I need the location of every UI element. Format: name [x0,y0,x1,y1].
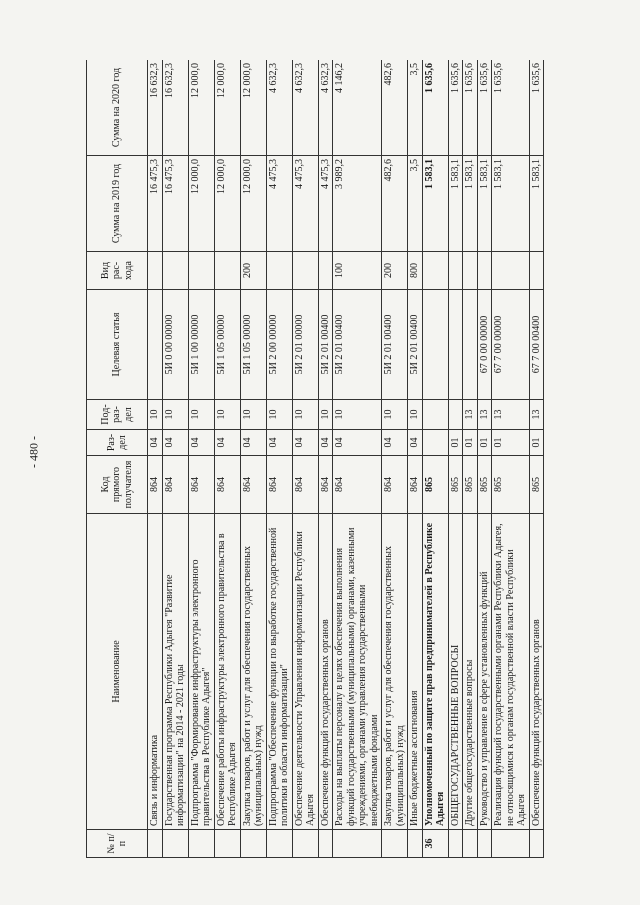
header-name: Наименование [87,514,148,830]
cell-expense-type [477,252,492,290]
cell-expense-type: 100 [333,252,382,290]
cell-sum-2019: 12 000,0 [188,156,214,252]
table-row [448,60,463,858]
cell-sum-2019: 1 583,1 [477,156,492,252]
cell-recipient-code: 864 [292,456,318,514]
page-number: - 480 - [26,436,41,468]
cell-expense-type [463,252,478,290]
table-row [292,60,318,858]
cell-name: Другие общегосударственные вопросы [463,514,478,830]
cell-sum-2019: 1 583,1 [448,156,463,252]
cell-sum-2020: 4 146,2 [333,60,382,156]
cell-recipient-code: 865 [448,456,463,514]
budget-table-wrapper [86,60,566,858]
cell-subsection: 10 [214,400,240,430]
cell-target-article [422,290,448,400]
cell-num [463,830,478,858]
cell-num: 36 [422,830,448,858]
cell-recipient-code: 864 [188,456,214,514]
cell-recipient-code: 864 [162,456,188,514]
cell-target-article: 5И 1 05 00000 [240,290,266,400]
cell-sum-2020: 1 635,6 [448,60,463,156]
table-row [477,60,492,858]
cell-section: 04 [318,430,333,456]
cell-expense-type [188,252,214,290]
cell-subsection: 13 [492,400,530,430]
cell-section: 04 [292,430,318,456]
header-expense-type: Вид рас- хода [87,252,148,290]
cell-section: 04 [214,430,240,456]
cell-sum-2019: 4 475,3 [266,156,292,252]
cell-name: Обеспечение функций государственных органов [318,514,333,830]
cell-num [188,830,214,858]
cell-recipient-code: 865 [529,456,544,514]
cell-subsection: 10 [266,400,292,430]
cell-sum-2020: 3,5 [408,60,423,156]
cell-expense-type [529,252,544,290]
cell-target-article: 67 7 00 00000 [492,290,530,400]
table-row [529,60,544,858]
header-section: Раз- дел [87,430,148,456]
cell-sum-2019: 1 583,1 [492,156,530,252]
cell-subsection [448,400,463,430]
cell-recipient-code: 864 [382,456,408,514]
cell-num [148,830,163,858]
cell-section: 01 [477,430,492,456]
cell-target-article: 5И 1 00 00000 [188,290,214,400]
cell-subsection: 10 [148,400,163,430]
header-target-article: Целевая статья [87,290,148,400]
cell-target-article: 5И 2 01 00400 [318,290,333,400]
cell-expense-type: 800 [408,252,423,290]
cell-section: 04 [240,430,266,456]
cell-num [492,830,530,858]
cell-sum-2020: 12 000,0 [214,60,240,156]
cell-name: Связь и информатика [148,514,163,830]
cell-name: Обеспечение функций государственных органов [529,514,544,830]
cell-target-article [448,290,463,400]
cell-sum-2019: 1 583,1 [463,156,478,252]
cell-recipient-code: 864 [214,456,240,514]
cell-section: 01 [492,430,530,456]
cell-target-article [463,290,478,400]
header-subsection: Под- раз- дел [87,400,148,430]
cell-section: 01 [448,430,463,456]
cell-expense-type [292,252,318,290]
header-recipient-code: Код прямого получателя [87,456,148,514]
cell-num [448,830,463,858]
cell-subsection: 10 [333,400,382,430]
cell-target-article: 5И 2 00 00000 [266,290,292,400]
cell-sum-2020: 16 632,3 [148,60,163,156]
cell-sum-2019: 3,5 [408,156,423,252]
cell-target-article: 5И 0 00 00000 [162,290,188,400]
cell-sum-2020: 12 000,0 [240,60,266,156]
cell-subsection: 10 [188,400,214,430]
cell-name: Уполномоченный по защите прав предпринимателей в Республике Адыгея [422,514,448,830]
budget-table [86,60,544,858]
cell-section: 04 [148,430,163,456]
cell-num [477,830,492,858]
cell-expense-type [214,252,240,290]
cell-expense-type [266,252,292,290]
cell-sum-2020: 4 632,3 [318,60,333,156]
cell-recipient-code: 865 [477,456,492,514]
cell-section: 04 [266,430,292,456]
cell-subsection: 10 [382,400,408,430]
cell-subsection: 13 [477,400,492,430]
cell-target-article: 5И 2 01 00400 [408,290,423,400]
table-row [408,60,423,858]
cell-name: ОБЩЕГОСУДАРСТВЕННЫЕ ВОПРОСЫ [448,514,463,830]
cell-num [529,830,544,858]
cell-target-article: 5И 1 05 00000 [214,290,240,400]
cell-sum-2019: 482,6 [382,156,408,252]
cell-subsection: 10 [292,400,318,430]
cell-name: Подпрограмма "Формирование инфраструктуры электронного правительства в Республике Адыгея" [188,514,214,830]
cell-target-article: 5И 2 01 00400 [333,290,382,400]
cell-recipient-code: 865 [422,456,448,514]
cell-section [422,430,448,456]
table-row [188,60,214,858]
cell-expense-type: 200 [240,252,266,290]
cell-recipient-code: 865 [463,456,478,514]
cell-num [382,830,408,858]
table-row [214,60,240,858]
cell-sum-2020: 4 632,3 [266,60,292,156]
table-row [333,60,382,858]
table-row [148,60,163,858]
cell-expense-type [492,252,530,290]
cell-expense-type: 200 [382,252,408,290]
cell-recipient-code: 864 [333,456,382,514]
cell-sum-2020: 1 635,6 [422,60,448,156]
cell-num [240,830,266,858]
cell-sum-2020: 16 632,3 [162,60,188,156]
cell-section: 04 [382,430,408,456]
header-sum-2019: Сумма на 2019 год [87,156,148,252]
cell-expense-type [318,252,333,290]
cell-section: 01 [463,430,478,456]
cell-name: Обеспечение деятельности Управления информатизации Республики Адыгея [292,514,318,830]
cell-name: Подпрограмма "Обеспечение функции по выработке государственной политики в области информатизации" [266,514,292,830]
cell-sum-2019: 12 000,0 [214,156,240,252]
cell-name: Государственная программа Республики Адыгея "Развитие информатизации" на 2014 - 2021 годы [162,514,188,830]
cell-section: 04 [333,430,382,456]
cell-name: Закупка товаров, работ и услуг для обеспечения государственных (муниципальных) нужд [240,514,266,830]
cell-section: 04 [408,430,423,456]
cell-section: 04 [188,430,214,456]
table-row [382,60,408,858]
cell-sum-2020: 1 635,6 [477,60,492,156]
cell-target-article [148,290,163,400]
table-row [318,60,333,858]
cell-sum-2019: 4 475,3 [292,156,318,252]
table-header-row [87,60,148,858]
cell-num [266,830,292,858]
cell-subsection [422,400,448,430]
header-sum-2020: Сумма на 2020 год [87,60,148,156]
cell-recipient-code: 865 [492,456,530,514]
cell-num [333,830,382,858]
cell-sum-2020: 4 632,3 [292,60,318,156]
cell-name: Расходы на выплаты персоналу в целях обеспечения выполнения функций государственными (муниципальными) органами, казенными учреждениями, органами управления государственными внебюджетными фондами [333,514,382,830]
cell-target-article: 5И 2 01 00400 [382,290,408,400]
cell-num [162,830,188,858]
table-row [162,60,188,858]
cell-sum-2019: 12 000,0 [240,156,266,252]
cell-name: Иные бюджетные ассигнования [408,514,423,830]
table-row [266,60,292,858]
cell-sum-2019: 1 583,1 [422,156,448,252]
cell-expense-type [162,252,188,290]
cell-recipient-code: 864 [266,456,292,514]
cell-sum-2020: 1 635,6 [529,60,544,156]
cell-recipient-code: 864 [408,456,423,514]
cell-num [214,830,240,858]
cell-recipient-code: 864 [318,456,333,514]
cell-subsection: 10 [318,400,333,430]
cell-sum-2020: 1 635,6 [463,60,478,156]
cell-subsection: 10 [408,400,423,430]
cell-name: Обеспечение работы инфраструктуры электронного правительства в Республике Адыгея [214,514,240,830]
cell-name: Руководство и управление в сфере установленных функций [477,514,492,830]
cell-expense-type [422,252,448,290]
cell-recipient-code: 864 [148,456,163,514]
table-body [148,60,544,858]
cell-section: 04 [162,430,188,456]
table-row [240,60,266,858]
cell-sum-2019: 16 475,3 [148,156,163,252]
cell-expense-type [448,252,463,290]
cell-num [408,830,423,858]
cell-subsection: 10 [162,400,188,430]
cell-target-article: 5И 2 01 00000 [292,290,318,400]
cell-sum-2019: 16 475,3 [162,156,188,252]
table-row [422,60,448,858]
table-row [463,60,478,858]
header-num: № п/п [87,830,148,858]
cell-sum-2019: 1 583,1 [529,156,544,252]
cell-num [318,830,333,858]
cell-subsection: 13 [463,400,478,430]
cell-recipient-code: 864 [240,456,266,514]
cell-subsection: 10 [240,400,266,430]
cell-sum-2019: 3 989,2 [333,156,382,252]
cell-target-article: 67 7 00 00400 [529,290,544,400]
cell-sum-2020: 1 635,6 [492,60,530,156]
cell-sum-2020: 482,6 [382,60,408,156]
cell-target-article: 67 0 00 00000 [477,290,492,400]
cell-sum-2020: 12 000,0 [188,60,214,156]
cell-name: Реализация функций государственными органами Республики Адыгея, не относящимися к органам государственной власти Республики Адыгея [492,514,530,830]
cell-subsection: 13 [529,400,544,430]
cell-sum-2019: 4 475,3 [318,156,333,252]
cell-expense-type [148,252,163,290]
cell-name: Закупка товаров, работ и услуг для обеспечения государственных (муниципальных) нужд [382,514,408,830]
table-row [492,60,530,858]
cell-num [292,830,318,858]
cell-section: 01 [529,430,544,456]
